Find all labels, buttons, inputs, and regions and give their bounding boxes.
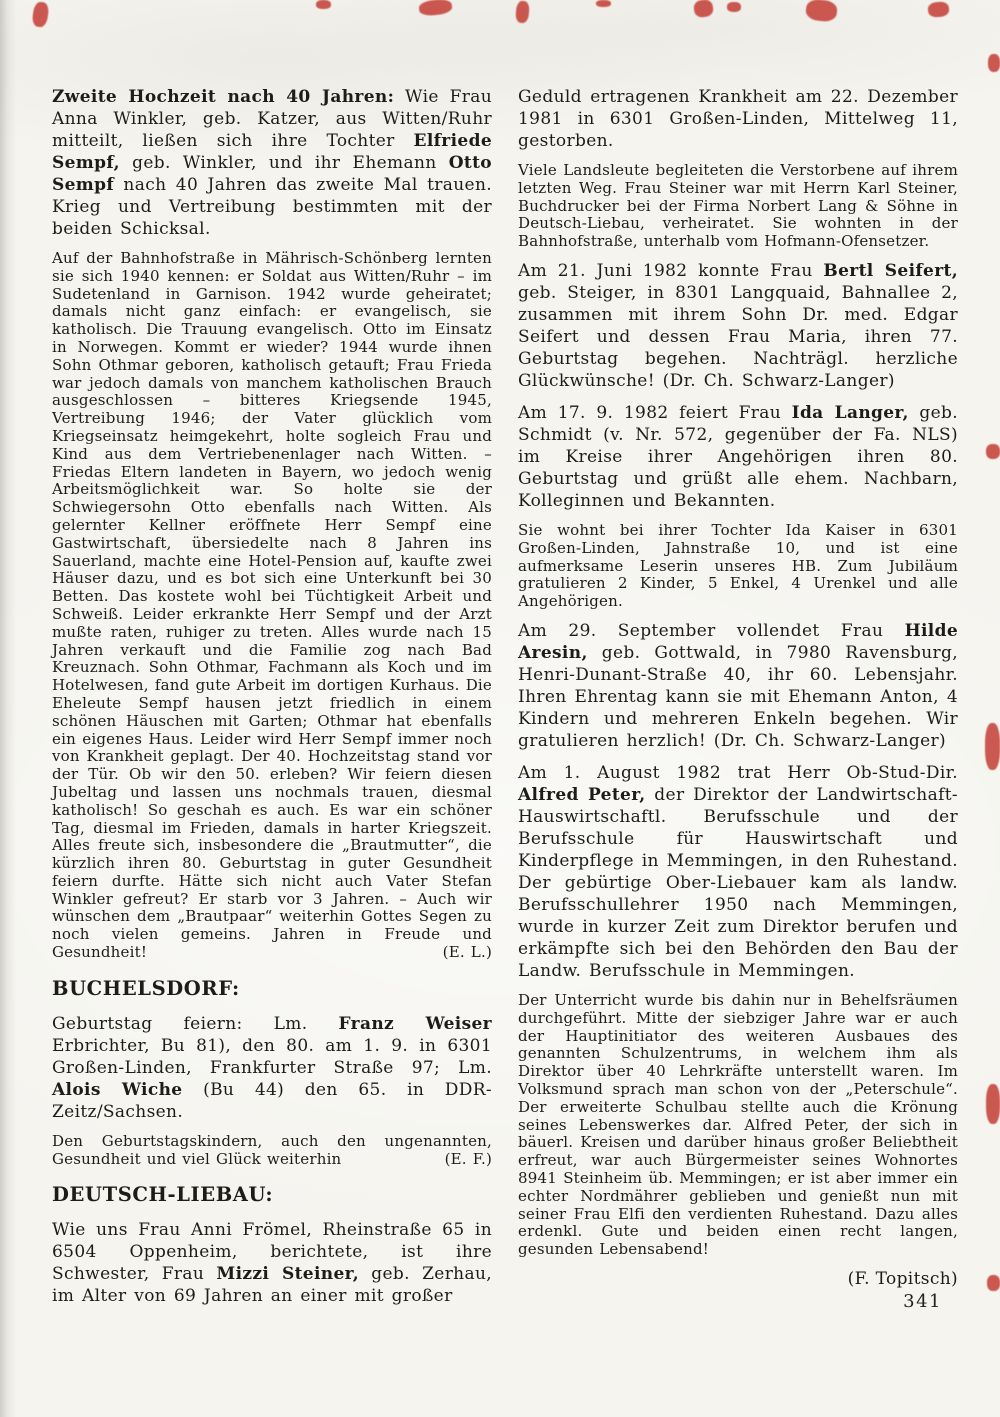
right-column xyxy=(518,86,958,1317)
text-run: Geduld ertragenen Krankheit am 22. Dezember 1981 in 6301 Großen-Linden, Mittelweg 11, gestorben. xyxy=(518,87,958,151)
text-run: (Bu 44) den 65. in DDR-Zeitz/Sachsen. xyxy=(52,1079,493,1122)
text-run: der Direktor der Landwirtschaft-Hauswirtschaftl. Berufsschule und der Berufsschule für Hauswirtschaft und Kinderpflege in Memmingen, in den Ruhestand. Der gebürtige Ober-Liebauer kam als landw. Berufsschullehrer 1950 nach Memmingen, wurde in kurzer Zeit zum Direktor berufen und erkämpfte sich bei den Behörden den Bau der Landw. Berufsschule in Memmingen. xyxy=(518,784,958,981)
text-run: geb. Gottwald, in 7980 Ravensburg, Henri-Dunant-Straße 40, ihr 60. Lebensjahr. Ihren Ehrentag kann sie mit Ehemann Anton, 4 Kindern und mehreren Enkeln begehen. Wir gratulieren herzlich! (Dr. Ch. Schwarz-Langer) xyxy=(518,642,958,751)
red-ink-artifact xyxy=(986,444,1000,459)
red-ink-artifact xyxy=(515,0,530,23)
highlighted-name: Alois Wiche xyxy=(52,1079,183,1100)
section-heading: DEUTSCH-LIEBAU: xyxy=(52,1183,274,1207)
text-run: nach 40 Jahren das zweite Mal trauen. Krieg und Vertreibung bestimmten mit der beiden Schicksal. xyxy=(52,175,492,239)
text-run: Wie Frau Anna Winkler, geb. Katzer, aus Witten/Ruhr mitteilt, ließen sich ihre Tochter xyxy=(52,87,492,151)
text-run: Am 17. 9. 1982 feiert Frau xyxy=(518,402,792,423)
highlighted-name: Bertl Seifert, xyxy=(823,260,958,281)
red-ink-artifact xyxy=(927,1,949,18)
body-paragraph xyxy=(518,762,958,982)
text-run: Am 21. Juni 1982 konnte Frau xyxy=(518,260,824,281)
body-paragraph xyxy=(518,620,958,752)
red-ink-artifact xyxy=(693,0,714,18)
left-column xyxy=(52,86,492,1317)
red-ink-artifact xyxy=(316,0,331,9)
red-ink-artifact xyxy=(988,54,1000,72)
body-paragraph xyxy=(518,402,958,512)
body-paragraph-small xyxy=(518,162,958,251)
red-ink-artifact xyxy=(987,1275,1000,1291)
two-column-text xyxy=(52,86,958,1317)
red-ink-artifact xyxy=(805,0,838,23)
body-paragraph xyxy=(52,86,492,240)
section-heading: BUCHELSDORF: xyxy=(52,976,240,1000)
red-ink-artifact xyxy=(31,1,49,28)
signature: (F. Topitsch) xyxy=(847,1268,958,1289)
highlighted-name: Otto Sempf xyxy=(52,153,492,195)
body-paragraph xyxy=(518,260,958,392)
highlighted-name: Ida Langer, xyxy=(791,402,909,423)
page-number: 341 xyxy=(903,1291,942,1312)
highlighted-name: Franz Weiser xyxy=(338,1013,492,1034)
text-run: Geburtstag feiern: Lm. xyxy=(52,1013,339,1034)
text-run: Erbrichter, Bu 81), den 80. am 1. 9. in 6301 Großen-Linden, Frankfurter Straße 97; Lm. xyxy=(52,1035,492,1078)
text-run: Der Unterricht wurde bis dahin nur in Behelfsräumen durchgeführt. Mitte der siebziger Jahre war er auch der Hauptinitiator des weiteren Ausbaues des genannten Schulzentrums, in welchem ihm als Direktor über 40 Lehrkräfte unterstellt waren. Im Volksmund sprach man schon von der „Peterschule“. Der erweiterte Schulbau stellte auch die Krönung seines Lebenswerkes dar. Alfred Peter, der sich in bäuerl. Kreisen und darüber hinaus großer Beliebtheit erfreut, war auch Bürgermeister seines Wohnortes 8941 Steinheim üb. Memmingen; er ist aber immer ein echter Nordmährer geblieben und genießt nun mit seiner Frau Elfi den verdienten Ruhestand. Dazu alles erdenkl. Gute und beiden einen recht langen, gesunden Lebensabend! xyxy=(518,990,958,1259)
text-run: Sie wohnt bei ihrer Tochter Ida Kaiser in 6301 Großen-Linden, Jahnstraße 10, und ist eine aufmerksame Leserin unseres HB. Zum Jubiläum gratulieren 2 Kinder, 5 Enkel, 4 Urenkel und alle Angehörigen. xyxy=(518,520,958,611)
red-ink-artifact xyxy=(986,1084,1000,1124)
body-paragraph xyxy=(52,1219,492,1307)
text-run: geb. Schmidt (v. Nr. 572, gegenüber der Fa. NLS) im Kreise ihrer Angehörigen ihren 80. Geburtstag und grüßt alle ehem. Nachbarn, Kolleginnen und Bekannten. xyxy=(518,402,959,511)
signature: (E. F.) xyxy=(444,1149,492,1168)
red-ink-artifact xyxy=(596,0,611,7)
text-run: Am 29. September vollendet Frau xyxy=(518,620,905,641)
red-ink-artifact xyxy=(727,2,741,12)
text-run: Auf der Bahnhofstraße in Mährisch-Schönberg lernten sie sich 1940 kennen: er Soldat aus Witten/Ruhr – im Sudetenland in Garnison. 1942 wurde geheiratet; damals nicht ganz einfach: er evangelisch, sie katholisch. Die Trauung evangelisch. Otto im Einsatz in Norwegen. Kommt er wieder? 1944 wurde ihnen Sohn Othmar geboren, katholisch getauft; Frau Frieda war jedoch damals von manchem katholischen Brauch ausgeschlossen – bitteres Kriegsende 1945, Vertreibung 1946; der Vater glücklich vom Kriegseinsatz heimgekehrt, holte sogleich Frau und Kind aus dem Vertriebenenlager nach Witten. – Friedas Eltern landeten in Bayern, wo jedoch wenig Arbeitsmöglichkeit war. So holte sie der Schwiegersohn Otto ebenfalls nach Witten. Als gelernter Kellner eröffnete Herr Sempf eine Gastwirtschaft, übersiedelte nach 8 Jahren ins Sauerland, machte eine Hotel-Pension auf, kaufte zwei Häuser dazu, und es bot sich eine Unterkunft bei 30 Betten. Das kostete wohl bei Tüchtigkeit Arbeit und Schweiß. Leider erkrankte Herr Sempf und der Arzt mußte raten, ruhiger zu treten. Alles wurde nach 15 Jahren verkauft und die Familie zog nach Bad Kreuznach. Sohn Othmar, Fachmann als Koch und im Hotelwesen, fand gute Arbeit im dortigen Kurhaus. Die Eheleute Sempf hausen jetzt friedlich in einem schönen Häuschen mit Garten; Othmar hat ebenfalls ein eigenes Haus. Leider wird Herr Sempf immer noch von Krankheit geplagt. Der 40. Hochzeitstag stand vor der Tür. Ob wir den 50. erleben? Wir feiern diesen Jubeltag und lassen uns nochmals trauen, diesmal katholisch! So geschah es auch. Es war ein schöner Tag, diesmal im Frieden, damals in harter Kriegszeit. Alles freute sich, insbesondere die „Brautmutter“, die kürzlich ihren 80. Geburtstag in guter Gesundheit feiern durfte. Hätte sich nicht auch Vater Stefan Winkler gefreut? Er starb vor 3 Jahren. – Auch wir wünschen dem „Brautpaar“ weiterhin Gottes Segen zu noch vielen gemeins. Jahren in Freude und Gesundheit! xyxy=(52,249,492,962)
text-run: Viele Landsleute begleiteten die Verstorbene auf ihrem letzten Weg. Frau Steiner war mit Herrn Karl Steiner, Buchdrucker bei der Firma Norbert Lang & Söhne in Deutsch-Liebau, verheiratet. Sie wohnten in der Bahnhofstraße, unterhalb vom Hofmann-Ofensetzer. xyxy=(518,161,958,251)
body-paragraph xyxy=(52,1013,492,1123)
red-ink-artifact xyxy=(418,0,452,17)
text-run: Wie uns Frau Anni Frömel, Rheinstraße 65 in 6504 Oppenheim, berichtete, ist ihre Schwester, Frau xyxy=(52,1220,492,1285)
body-paragraph-small xyxy=(518,992,958,1259)
highlighted-name: Mizzi Steiner, xyxy=(216,1264,359,1285)
text-run: geb. Zerhau, im Alter von 69 Jahren an einer mit großer xyxy=(52,1264,493,1307)
signature: (E. L.) xyxy=(442,943,492,962)
scan-edge-shadow xyxy=(0,0,16,1417)
text-run: Den Geburtstagskindern, auch den ungenannten, Gesundheit und viel Glück weiterhin xyxy=(52,1131,492,1168)
text-run: geb. Steiger, in 8301 Langquaid, Bahnallee 2, zusammen mit ihrem Sohn Dr. med. Edgar Seifert und dessen Frau Maria, ihren 77. Geburtstag begehen. Nachträgl. herzliche Glückwünsche! (Dr. Ch. Schwarz-Langer) xyxy=(518,282,958,391)
highlighted-name: Zweite Hochzeit nach 40 Jahren: xyxy=(52,87,395,107)
body-paragraph-small xyxy=(518,522,958,611)
highlighted-name: Elfriede Sempf, xyxy=(52,131,492,173)
text-run: geb. Winkler, und ihr Ehemann xyxy=(119,153,449,173)
highlighted-name: Alfred Peter, xyxy=(518,784,646,805)
body-paragraph-small xyxy=(52,1133,492,1169)
body-paragraph xyxy=(518,86,958,152)
red-ink-artifact xyxy=(985,723,1000,770)
body-paragraph-small xyxy=(52,250,492,962)
highlighted-name: Hilde Aresin, xyxy=(518,620,958,663)
text-run: Am 1. August 1982 trat Herr Ob-Stud-Dir. xyxy=(518,762,958,783)
